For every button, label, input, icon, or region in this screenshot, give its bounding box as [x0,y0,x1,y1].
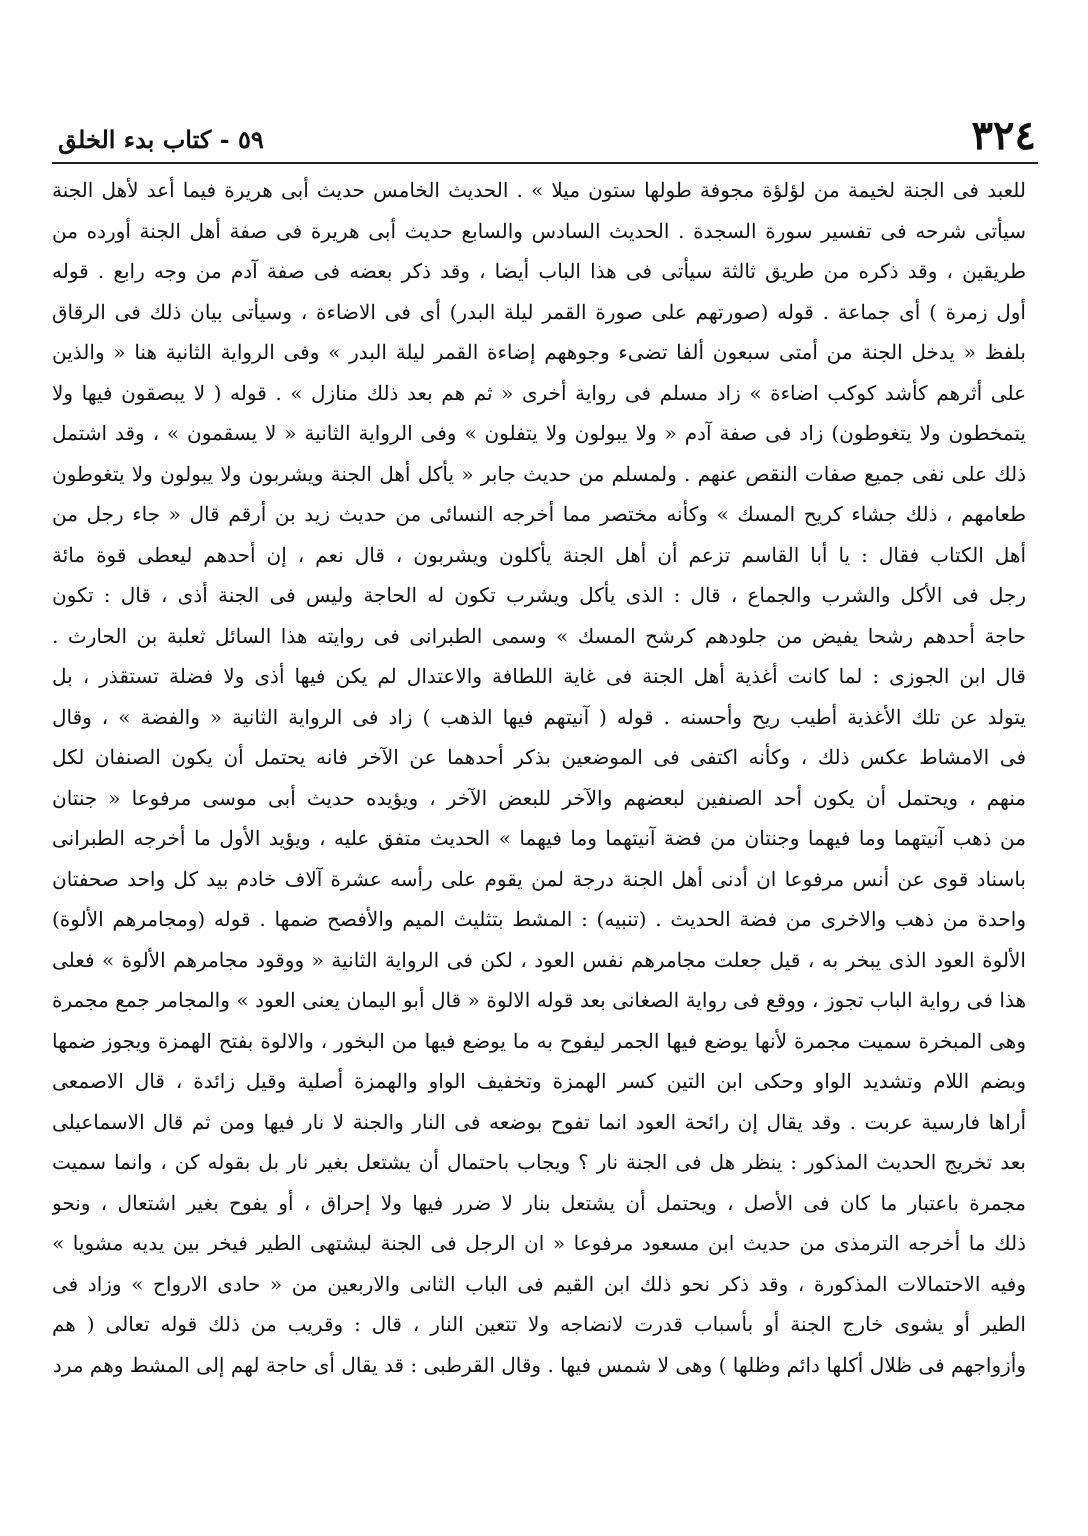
text-line: هذا فى رواية الباب تجوز ، ووقع فى رواية الصغانى بعد قوله الالوة « قال أبو اليمان يعنى العود » والمجامر جمع مجمرة [52,988,1026,1012]
text-line: الطير أو يشوى خارج الجنة أو بأسباب قدرت لانضاجه ولا تتعين النار ، قال : وقريب من ذلك قوله تعالى ( هم [52,1312,1026,1336]
text-line: ذلك على نفى جميع صفات النقص عنهم . ولمسلم من حديث جابر « يأكل أهل الجنة ويشربون ولا يبولون ولا يتغوطون [52,461,1026,486]
text-line: منهم ، ويحتمل أن يكون أحد الصنفين لبعضهم والآخر للبعض الآخر ، ويؤيده حديث أبى موسى مرفوعا « جنتان [52,785,1026,810]
text-line: من ذهب آنيتهما وما فيهما وجنتان من فضة آنيتهما وما فيهما » الحديث متفق عليه ، ويؤيد الأول ما أخرجه الطبرانى [52,826,1026,850]
text-line: وفيه الاحتمالات المذكورة ، وقد ذكر نحو ذلك ابن القيم فى الباب الثانى والاربعين من « حادى الارواح » وزاد فى [52,1271,1026,1296]
header-divider [52,162,1038,164]
text-line: قال ابن الجوزى : لما كانت أغذية أهل الجنة فى غاية اللطافة والاعتدال لم يكن فيها أذى ولا فضلة تستقذر ، بل [52,664,1026,688]
text-line: واحدة من ذهب والاخرى من فضة الحديث . (تنبيه) : المشط بتثليث الميم والأفصح ضمها . قوله (ومجامرهم الألوة) [52,907,1026,931]
text-line: بلفظ « يدخل الجنة من أمتى سبعون ألفا تضىء وجوههم إضاءة القمر ليلة البدر » وفى الرواية الثانية هنا « والذين [52,340,1026,364]
text-line: للعبد فى الجنة لخيمة من لؤلؤة مجوفة طولها ستون ميلا » . الحديث الخامس حديث أبى هريرة فيما أعد لأهل الجنة [52,178,1026,202]
text-line: ذلك ما أخرجه الترمذى من حديث ابن مسعود مرفوعا « ان الرجل فى الجنة ليشتهى الطير فيخر بين يديه مشويا » [52,1231,1026,1255]
text-line: طريقين ، وقد ذكره من طريق ثالثة سيأتى فى هذا الباب أيضا ، وقد ذكر بعضه فى صفة آدم من وجه رابع . قوله [52,259,1026,283]
page-header [58,112,1036,160]
text-line: أراها فارسية عربت . وقد يقال إن رائحة العود انما تفوح بوضعه فى النار والجنة لا نار فيها ومن ثم قال الاسماعيلى [52,1109,1026,1134]
page-number: ٣٢٤ [971,112,1036,159]
text-line: وبضم اللام وتشديد الواو وحكى ابن التين كسر الهمزة وتخفيف الواو والهمزة أصلية وقيل زائدة ، قال الاصمعى [52,1069,1026,1093]
text-line: وهى المبخرة سميت مجمرة لأنها يوضع فيها الجمر ليفوح به ما يوضع فيها من البخور ، والالوة بفتح الهمزة ويجوز ضمها [52,1028,1026,1053]
text-line: أول زمرة ) أى جماعة . قوله (صورتهم على صورة القمر ليلة البدر) أى فى الاضاءة ، وسيأتى بيان ذلك فى الرقاق [52,299,1026,324]
text-line: أهل الكتاب فقال : يا أبا القاسم تزعم أن أهل الجنة يأكلون ويشربون ، قال نعم ، إن أحدهم ليعطى قوة مائة [52,542,1026,567]
text-line: الألوة العود الذى يبخر به ، قيل جعلت مجامرهم نفس العود ، لكن فى الرواية الثانية « ووقود مجامرهم الألوة » فعلى [52,947,1026,972]
text-line: يتمخطون ولا يتغوطون) زاد فى صفة آدم « ولا يبولون ولا يتفلون » وفى الرواية الثانية « لا يسقمون » ، وقد اشتمل [52,421,1026,445]
text-line: يتولد عن تلك الأغذية أطيب ريح وأحسنه . قوله ( آنيتهم فيها الذهب ) زاد فى الرواية الثانية « والفضة » ، وقال [52,704,1026,729]
text-line: وأزواجهم فى ظلال أكلها دائم وظلها ) وهى لا شمس فيها . وقال القرطبى : قد يقال أى حاجة لهم إلى المشط وهم مرد [52,1352,1026,1377]
text-line: رجل فى الأكل والشرب والجماع ، قال : الذى يأكل ويشرب تكون له الحاجة وليس فى الجنة أذى ، قال : تكون [52,583,1026,607]
text-line: باسناد قوى عن أنس مرفوعا ان أدنى أهل الجنة درجة لمن يقوم على رأسه عشرة آلاف خادم بيد كل واحد صحفتان [52,866,1026,891]
text-line: حاجة أحدهم رشحا يفيض من جلودهم كرشح المسك » وسمى الطبرانى فى روايته هذا السائل ثعلبة بن الحارث . [52,623,1026,648]
text-line: فى الامشاط عكس ذلك ، وكأنه اكتفى فى الموضعين بذكر أحدهما عن الآخر فانه يحتمل أن يكون الصنفان لكل [52,745,1026,769]
running-title: ٥٩ - كتاب بدء الخلق [58,125,264,154]
text-line: طعامهم ، ذلك جشاء كريح المسك » وكأنه مختصر مما أخرجه النسائى من حديث زيد بن أرقم قال « جاء رجل من [52,502,1026,526]
body-text [52,170,1026,1470]
text-line: بعد تخريج الحديث المذكور : ينظر هل فى الجنة نار ؟ ويجاب باحتمال أن يشتعل بغير نار بل بقوله كن ، وانما سميت [52,1150,1026,1174]
text-line: سيأتى شرحه فى تفسير سورة السجدة . الحديث السادس والسابع حديث أبى هريرة فى صفة أهل الجنة أورده من [52,218,1026,243]
text-line: مجمرة باعتبار ما كان فى الأصل ، ويحتمل أن يشتعل بنار لا ضرر فيها ولا إحراق ، أو يفوح بغير اشتعال ، ونحو [52,1190,1026,1215]
text-line: على أثرهم كأشد كوكب اضاءة » زاد مسلم فى رواية أخرى « ثم هم بعد ذلك منازل » . قوله ( لا يبصقون فيها ولا [52,380,1026,405]
